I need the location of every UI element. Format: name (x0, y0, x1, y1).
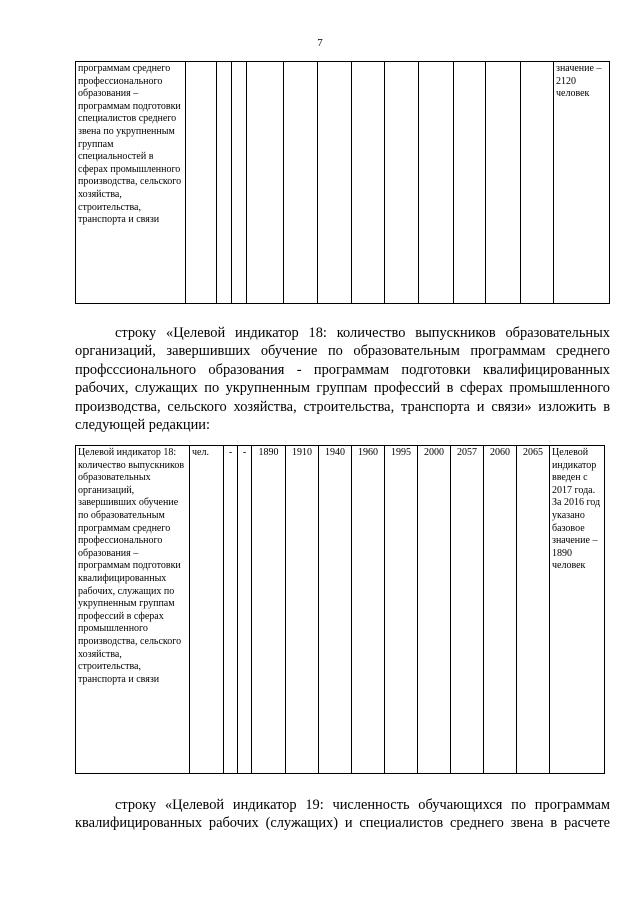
paragraph-indicator-18: строку «Целевой индикатор 18: количество выпускников образовательных организаций, завершивших обучение по образовательным программам среднего профсссионального образования - программам подготовки квалифицированных рабочих, служащих по укрупненным группам профессий в сферах промышленного производства, сельского хозяйства, строительства, транспорта и связи» изложить в следующей редакции: (75, 325, 610, 434)
value-cell: 1995 (385, 446, 418, 774)
dash-cell: - (238, 446, 252, 774)
value-cell: 2057 (451, 446, 484, 774)
value-cell: 2000 (418, 446, 451, 774)
value-cell: 2060 (484, 446, 517, 774)
paragraph-indicator-19: строку «Целевой индикатор 19: численность обучающихся по программам квалифицированных рабочих (служащих) и специалистов среднего звена в расчете (75, 797, 610, 832)
unit-cell: чел. (190, 446, 224, 774)
indicator-name-cell: программам среднего профессионального образования – программам подготовки специалистов среднего звена по укрупненным группам специальностей в сферах промышленного производства, сельского хозяйства, строительства, транспорта и связи (76, 62, 186, 304)
table-row (76, 446, 605, 774)
page-number: 7 (317, 37, 323, 49)
value-cell: 1890 (252, 446, 286, 774)
indicator-table-continuation (75, 61, 610, 304)
value-cell: 1960 (352, 446, 385, 774)
value-cell: 2065 (517, 446, 550, 774)
table-row (76, 62, 610, 304)
note-cell: значение – 2120 человек (554, 62, 610, 304)
indicator-name-cell: Целевой индикатор 18: количество выпускников образовательных организаций, завершивших обучение по образовательным программам среднего профессионального образования – программам подготовки квалифицированных рабочих, служащих по укрупненным группам профессий в сферах промышленного производства, сельского хозяйства, строительства, транспорта и связи (76, 446, 190, 774)
dash-cell: - (224, 446, 238, 774)
note-cell: Целевой индикатор введен с 2017 года. За 2016 год указано базовое значение – 1890 человек (550, 446, 605, 774)
value-cell: 1940 (319, 446, 352, 774)
indicator-18-table (75, 445, 605, 774)
value-cell: 1910 (286, 446, 319, 774)
